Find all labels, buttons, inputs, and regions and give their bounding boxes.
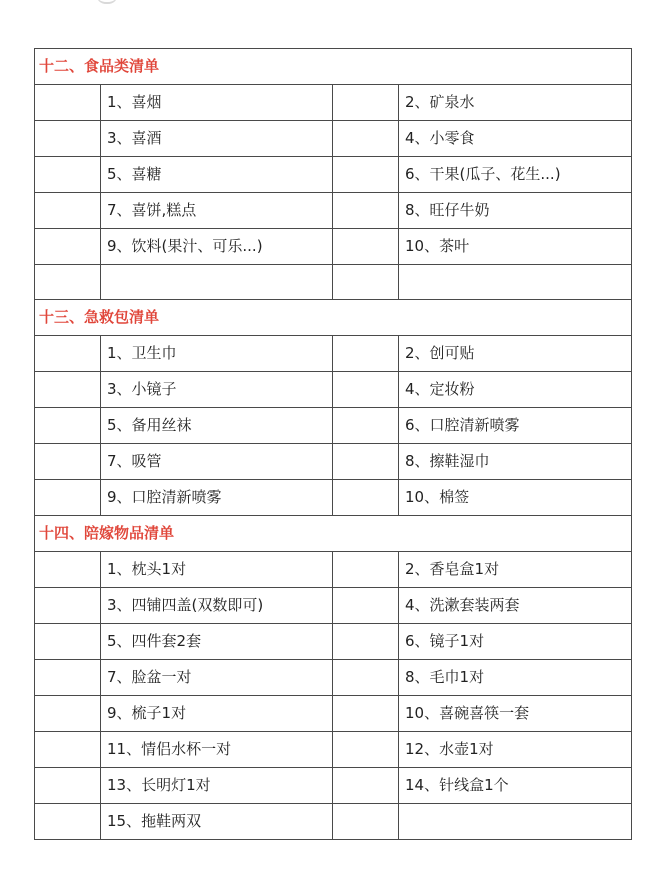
- list-item: 1、喜烟: [101, 85, 333, 121]
- checkbox-cell: [333, 157, 399, 193]
- table-row: [35, 444, 632, 480]
- checkbox-cell: [333, 480, 399, 516]
- checkbox-cell: [35, 229, 101, 265]
- checkbox-cell: [35, 804, 101, 840]
- checkbox-cell: [35, 552, 101, 588]
- list-item: 15、拖鞋两双: [101, 804, 333, 840]
- checkbox-cell: [333, 193, 399, 229]
- checkbox-cell: [333, 121, 399, 157]
- list-item: 1、枕头1对: [101, 552, 333, 588]
- list-item: 7、脸盆一对: [101, 660, 333, 696]
- list-item: 5、四件套2套: [101, 624, 333, 660]
- table-row: [35, 229, 632, 265]
- section-title: 十四、陪嫁物品清单: [35, 516, 632, 552]
- checkbox-cell: [35, 336, 101, 372]
- checkbox-cell: [333, 265, 399, 300]
- list-item: 9、梳子1对: [101, 696, 333, 732]
- checkbox-cell: [333, 444, 399, 480]
- list-item: 5、喜糖: [101, 157, 333, 193]
- list-item: 8、擦鞋湿巾: [399, 444, 632, 480]
- list-item: 10、喜碗喜筷一套: [399, 696, 632, 732]
- table-row: [35, 696, 632, 732]
- table-row: [35, 480, 632, 516]
- table-row: [35, 121, 632, 157]
- top-decoration: [96, 0, 118, 4]
- table-row: [35, 408, 632, 444]
- table-row: [35, 157, 632, 193]
- list-item: 11、情侣水杯一对: [101, 732, 333, 768]
- table-row: [35, 372, 632, 408]
- section-header-dowry: [35, 516, 632, 552]
- checkbox-cell: [35, 696, 101, 732]
- list-item: 9、口腔清新喷雾: [101, 480, 333, 516]
- list-item: [399, 804, 632, 840]
- table-row: [35, 588, 632, 624]
- table-row: [35, 265, 632, 300]
- checkbox-cell: [35, 121, 101, 157]
- checkbox-cell: [333, 85, 399, 121]
- checkbox-cell: [333, 588, 399, 624]
- list-item: 2、香皂盒1对: [399, 552, 632, 588]
- list-item: 4、定妆粉: [399, 372, 632, 408]
- checkbox-cell: [333, 552, 399, 588]
- checkbox-cell: [35, 157, 101, 193]
- table-row: [35, 193, 632, 229]
- checkbox-cell: [333, 229, 399, 265]
- section-header-food: [35, 49, 632, 85]
- list-item: 8、毛巾1对: [399, 660, 632, 696]
- list-item: 2、矿泉水: [399, 85, 632, 121]
- table-row: [35, 768, 632, 804]
- list-item: 6、镜子1对: [399, 624, 632, 660]
- checkbox-cell: [35, 732, 101, 768]
- list-item: 12、水壶1对: [399, 732, 632, 768]
- checkbox-cell: [35, 372, 101, 408]
- list-item: 3、小镜子: [101, 372, 333, 408]
- checkbox-cell: [35, 444, 101, 480]
- section-header-first-aid: [35, 300, 632, 336]
- table-row: [35, 660, 632, 696]
- checkbox-cell: [333, 804, 399, 840]
- list-item: 1、卫生巾: [101, 336, 333, 372]
- checklist-table: [34, 48, 632, 840]
- list-item: 10、棉签: [399, 480, 632, 516]
- checkbox-cell: [35, 85, 101, 121]
- section-title: 十三、急救包清单: [35, 300, 632, 336]
- checkbox-cell: [35, 624, 101, 660]
- checkbox-cell: [35, 660, 101, 696]
- checkbox-cell: [35, 768, 101, 804]
- list-item: [101, 265, 333, 300]
- checkbox-cell: [333, 408, 399, 444]
- list-item: 2、创可贴: [399, 336, 632, 372]
- list-item: 8、旺仔牛奶: [399, 193, 632, 229]
- list-item: 6、口腔清新喷雾: [399, 408, 632, 444]
- checkbox-cell: [333, 336, 399, 372]
- list-item: [399, 265, 632, 300]
- list-item: 4、洗漱套装两套: [399, 588, 632, 624]
- list-item: 6、干果(瓜子、花生...): [399, 157, 632, 193]
- table-row: [35, 552, 632, 588]
- checkbox-cell: [35, 588, 101, 624]
- list-item: 10、茶叶: [399, 229, 632, 265]
- section-title: 十二、食品类清单: [35, 49, 632, 85]
- checkbox-cell: [333, 768, 399, 804]
- list-item: 9、饮料(果汁、可乐...): [101, 229, 333, 265]
- list-item: 3、喜酒: [101, 121, 333, 157]
- list-item: 3、四铺四盖(双数即可): [101, 588, 333, 624]
- table-row: [35, 336, 632, 372]
- table-row: [35, 732, 632, 768]
- list-item: 5、备用丝袜: [101, 408, 333, 444]
- list-item: 4、小零食: [399, 121, 632, 157]
- list-item: 13、长明灯1对: [101, 768, 333, 804]
- checkbox-cell: [333, 624, 399, 660]
- list-item: 7、喜饼,糕点: [101, 193, 333, 229]
- checkbox-cell: [35, 480, 101, 516]
- table-row: [35, 804, 632, 840]
- list-item: 7、吸管: [101, 444, 333, 480]
- table-row: [35, 624, 632, 660]
- checkbox-cell: [333, 696, 399, 732]
- checkbox-cell: [333, 732, 399, 768]
- checkbox-cell: [333, 372, 399, 408]
- checkbox-cell: [35, 193, 101, 229]
- checkbox-cell: [333, 660, 399, 696]
- checkbox-cell: [35, 408, 101, 444]
- checkbox-cell: [35, 265, 101, 300]
- list-item: 14、针线盒1个: [399, 768, 632, 804]
- table-row: [35, 85, 632, 121]
